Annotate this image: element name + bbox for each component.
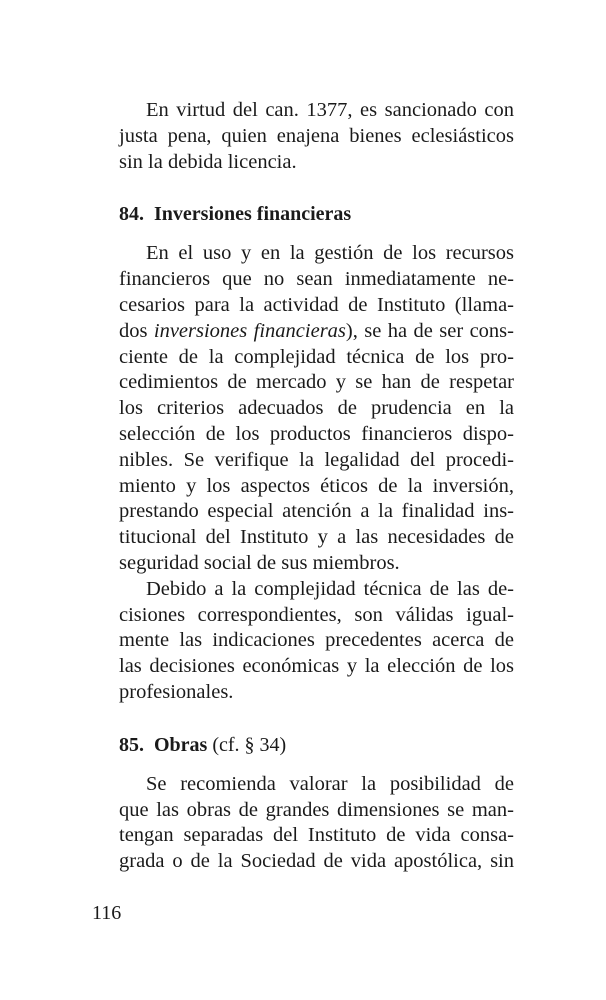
section-84-paragraph-1 — [92, 241, 514, 576]
text-line: seguridad social de sus miembros. — [119, 551, 400, 574]
text-line: justa pena, quien enajena bienes eclesiásticos — [119, 124, 514, 147]
text-line: selección de los productos financieros dispo- — [119, 422, 514, 445]
text-line: prestando especial atención a la finalidad ins- — [119, 500, 514, 523]
text-line: Se recomienda valorar la posibilidad de — [146, 772, 514, 795]
text-fragment: dos — [119, 319, 154, 342]
section-number: 85. — [119, 733, 144, 756]
text-line: cesarios para la actividad de Instituto (llama- — [119, 293, 514, 316]
section-85-paragraph-1 — [92, 772, 514, 875]
text-line: que las obras de grandes dimensiones se man- — [119, 798, 514, 821]
section-84-paragraph-2 — [92, 577, 514, 706]
section-85-heading — [92, 732, 514, 758]
intro-paragraph — [92, 98, 514, 175]
text-line: nibles. Se verifique la legalidad del procedi- — [119, 448, 514, 471]
text-line: cisiones correspondientes, son válidas igual- — [119, 603, 514, 626]
text-line: sin la debida licencia. — [119, 150, 297, 173]
text-line: mente las indicaciones precedentes acerca de — [119, 629, 514, 652]
cross-reference: (cf. § 34) — [212, 733, 287, 756]
text-line: los criterios adecuados de prudencia en la — [119, 397, 514, 420]
section-84-heading — [92, 201, 514, 227]
text-line: las decisiones económicas y la elección de los — [119, 655, 514, 678]
text-line: Debido a la complejidad técnica de las de- — [146, 577, 514, 600]
text-line: titucional del Instituto y a las necesidades de — [119, 526, 514, 549]
text-line: En el uso y en la gestión de los recursos — [146, 242, 514, 265]
text-line: tengan separadas del Instituto de vida consa- — [119, 824, 514, 847]
section-number: 84. — [119, 203, 144, 226]
text-line: miento y los aspectos éticos de la inversión, — [119, 474, 514, 497]
text-line: cedimientos de mercado y se han de respetar — [119, 371, 514, 394]
text-fragment: ), se ha de ser cons- — [345, 319, 514, 342]
section-title: Obras — [154, 733, 208, 756]
page-body — [92, 98, 514, 875]
section-title: Inversiones financieras — [154, 203, 352, 226]
text-line: grada o de la Sociedad de vida apostólica, sin — [119, 850, 514, 873]
text-line: profesionales. — [119, 680, 234, 703]
text-line: financieros que no sean inmediatamente ne- — [119, 268, 514, 291]
text-line: ciente de la complejidad técnica de los pro- — [119, 345, 514, 368]
text-line: En virtud del can. 1377, es sancionado con — [146, 99, 514, 121]
page-number: 116 — [92, 902, 122, 924]
text-line — [92, 319, 514, 345]
italic-term: inversiones financieras — [153, 319, 346, 342]
